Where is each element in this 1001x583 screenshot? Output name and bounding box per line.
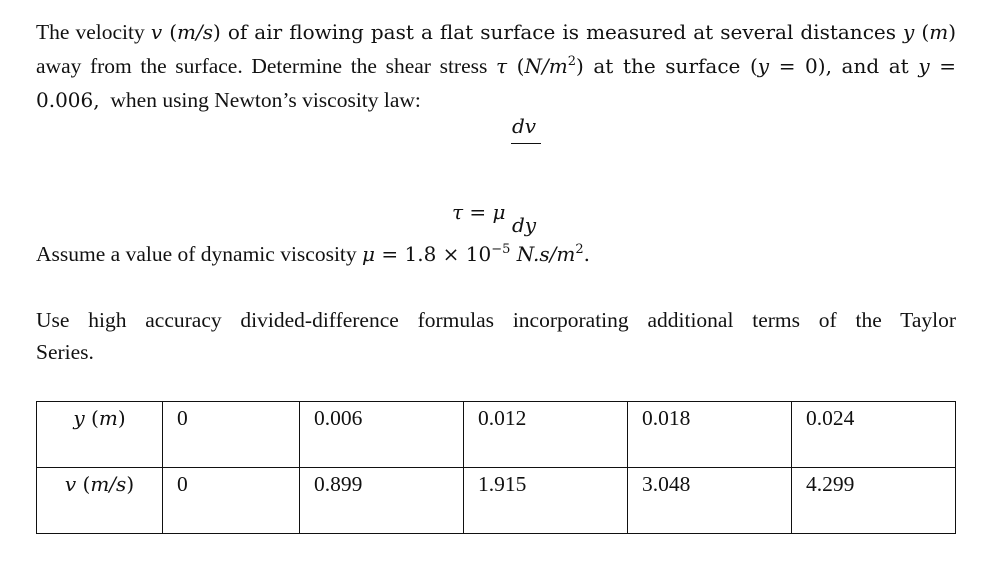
table-cell: 0 bbox=[163, 402, 300, 468]
table-cell: 0.899 bbox=[300, 468, 464, 534]
row-header-v: v (m/s) bbox=[37, 468, 163, 534]
data-table bbox=[36, 401, 956, 534]
shear-stress-unit: N/m bbox=[524, 54, 568, 79]
viscosity-value: = 1.8 × 10 bbox=[375, 242, 492, 267]
table-cell: 0.018 bbox=[628, 402, 792, 468]
formula-denominator: dy bbox=[512, 213, 537, 237]
problem-line-3: 0.006, when using Newton’s viscosity law: bbox=[36, 88, 421, 112]
table-cell: 0 bbox=[163, 468, 300, 534]
table-cell: 0.024 bbox=[792, 402, 956, 468]
velocity-symbol: v bbox=[150, 20, 163, 44]
viscosity-unit: N.s/m bbox=[510, 242, 576, 267]
formula-numerator: dv bbox=[512, 114, 537, 138]
target-distance: 0.006, bbox=[36, 88, 100, 112]
problem-line-2: away from the surface. Determine the shear stress τ $(N/m^2)$ at the surface (y = 0), and at y = bbox=[36, 54, 957, 79]
shear-stress-symbol: τ bbox=[495, 54, 508, 79]
method-line-1: Use high accuracy divided-difference formulas incorporating additional terms of the Taylor bbox=[36, 308, 956, 332]
velocity-unit: m/s bbox=[177, 20, 213, 44]
viscosity-symbol: μ bbox=[362, 242, 376, 267]
formula-lhs: τ = μ bbox=[452, 200, 506, 224]
table-cell: 0.012 bbox=[464, 402, 628, 468]
method-line-2: Series. bbox=[36, 340, 94, 364]
row-header-y: y (m) bbox=[37, 402, 163, 468]
fraction-bar bbox=[511, 143, 541, 144]
viscosity-assumption: Assume a value of dynamic viscosity $\mu = 1.8 \times 10^{-5}$ $N.s/m^2$. bbox=[36, 242, 590, 267]
table-row bbox=[37, 402, 956, 468]
table-cell: 0.006 bbox=[300, 402, 464, 468]
table-cell: 3.048 bbox=[628, 468, 792, 534]
problem-line-1: The velocity v (m/s) of air flowing past a flat surface is measured at several distances y (m) bbox=[36, 20, 956, 44]
table-cell: 4.299 bbox=[792, 468, 956, 534]
table-row bbox=[37, 468, 956, 534]
distance-unit: m bbox=[929, 20, 949, 44]
distance-symbol: y bbox=[903, 20, 915, 44]
table-cell: 1.915 bbox=[464, 468, 628, 534]
